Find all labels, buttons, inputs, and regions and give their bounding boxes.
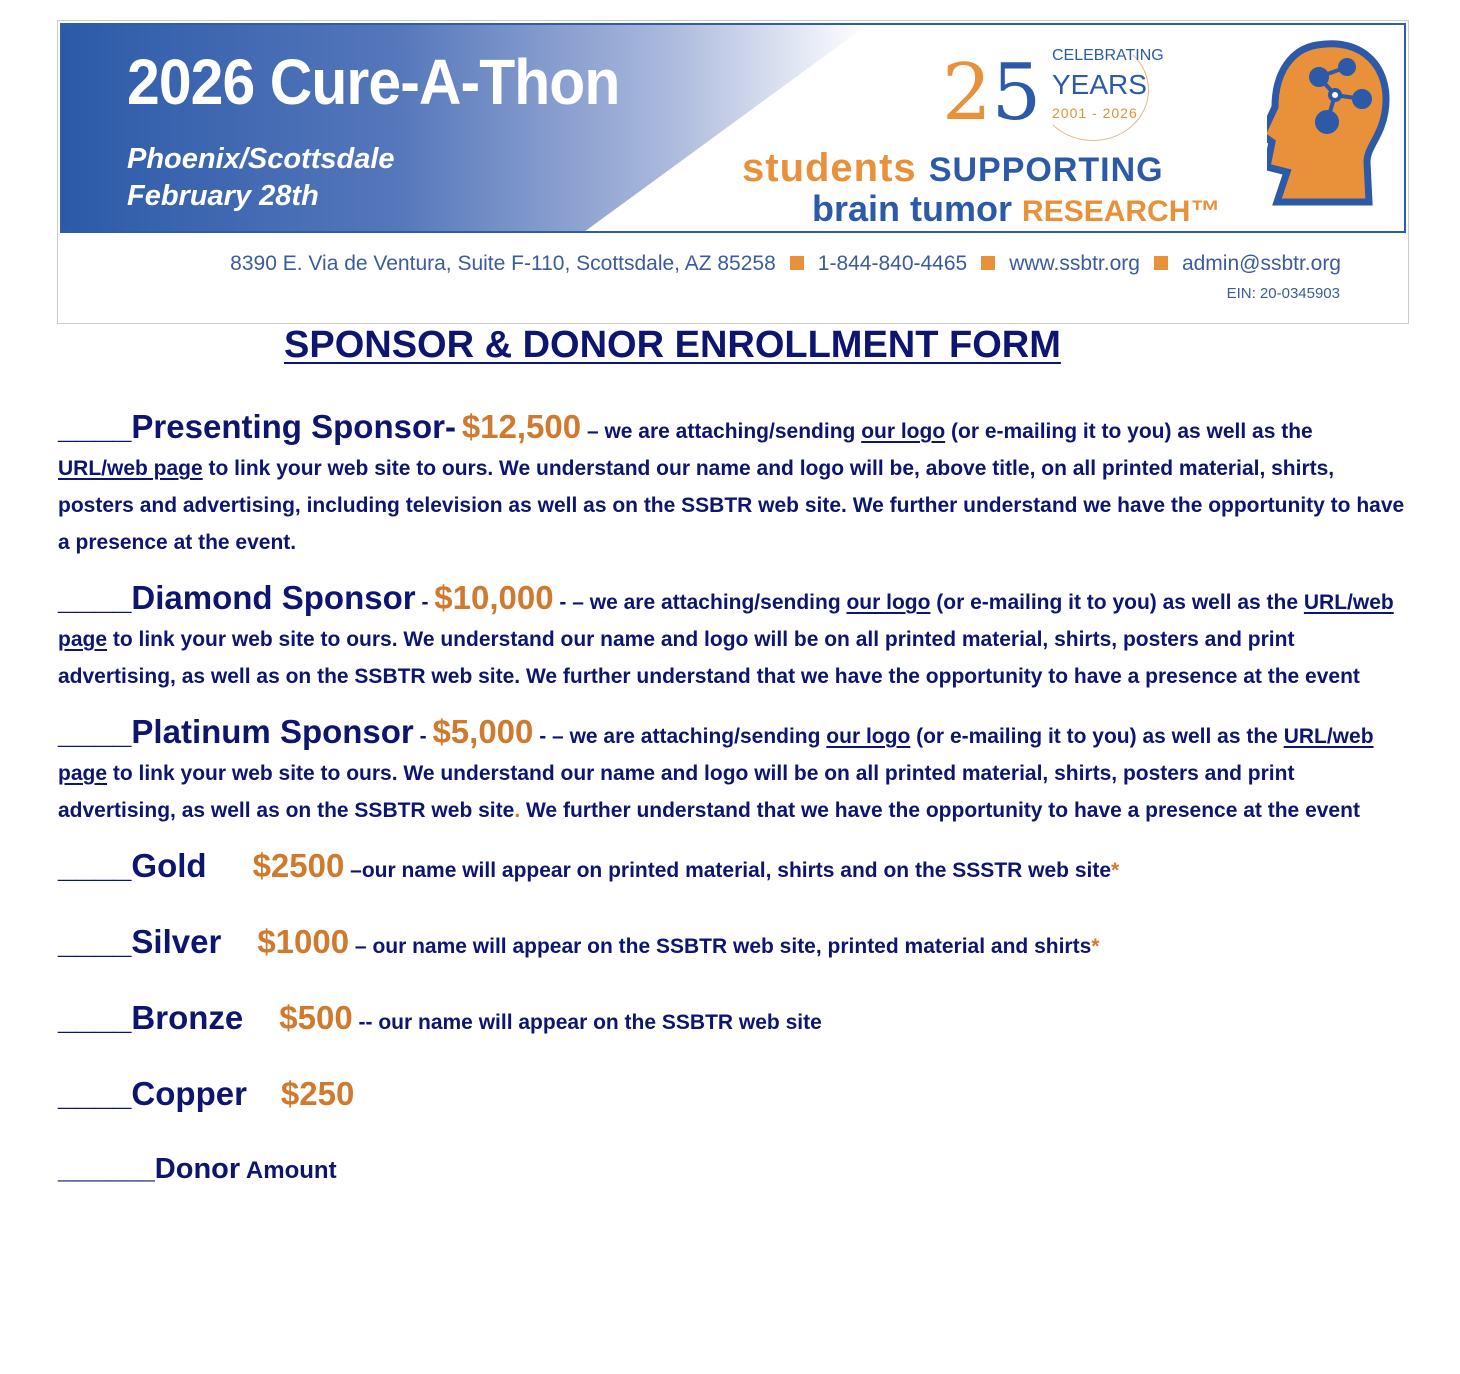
checkbox-blank[interactable]: ____ — [58, 408, 132, 445]
checkbox-blank[interactable]: ____ — [58, 1075, 132, 1112]
tier-desc: to link your web site to ours. We understand our name and logo will be on all printed material, shirts, posters and print advertising, as well as on the SSBTR web site — [58, 762, 1295, 822]
form-title: SPONSOR & DONOR ENROLLMENT FORM — [284, 324, 1061, 366]
tier-desc: - – we are attaching/sending — [553, 591, 847, 614]
tier-name: Platinum Sponsor — [131, 713, 414, 750]
tier-price: $12,500 — [461, 408, 582, 445]
tier-platinum — [58, 713, 1408, 829]
tier-name: Bronze — [131, 999, 244, 1036]
tier-desc: to link your web site to ours. We understand our name and logo will be, above title, on all printed material, shirts, posters and advertising, including television as well as on the SSBTR web site. We further understand we have the opportunity to have a presence at the event. — [58, 457, 1405, 554]
event-title: 2026 Cure-A-Thon — [127, 46, 620, 118]
tier-name: Donor — [154, 1153, 241, 1185]
banner — [60, 23, 1406, 233]
tier-price: $250 — [280, 1075, 355, 1112]
address: 8390 E. Via de Ventura, Suite F-110, Scottsdale, AZ 85258 — [230, 252, 776, 275]
tier-gold — [58, 847, 1408, 889]
tier-price: $500 — [279, 999, 353, 1036]
website-link[interactable]: www.ssbtr.org — [1009, 252, 1140, 275]
asterisk: * — [1091, 935, 1100, 958]
event-location: Phoenix/Scottsdale — [127, 143, 395, 175]
tier-desc: – we are attaching/sending — [581, 420, 862, 443]
contact-line — [58, 251, 1341, 277]
url-web-page: URL/web page — [58, 457, 203, 480]
our-logo: our logo — [826, 725, 911, 748]
tier-donor — [58, 1151, 1408, 1190]
tier-desc: - – we are attaching/sending — [533, 725, 827, 748]
years-label: YEARS — [1052, 69, 1147, 100]
tier-name: Copper — [131, 1075, 247, 1112]
tier-desc: -- our name will appear on the SSBTR web site — [352, 1011, 822, 1034]
tier-copper — [58, 1075, 1408, 1117]
tier-silver — [58, 923, 1408, 965]
separator: - — [415, 591, 435, 614]
brain-head-logo-icon — [1267, 37, 1392, 212]
ein: EIN: 20-0345903 — [1226, 285, 1340, 302]
checkbox-blank[interactable]: ____ — [58, 923, 132, 960]
tier-price: $2500 — [252, 847, 345, 884]
brand-line-1: students SUPPORTING — [742, 146, 1164, 190]
checkbox-blank[interactable]: ____ — [58, 847, 132, 884]
our-logo: our logo — [846, 591, 931, 614]
square-bullet-icon — [981, 256, 995, 270]
celebrating-label: CELEBRATING — [1052, 47, 1164, 64]
tier-list — [58, 408, 1408, 1224]
tier-bronze — [58, 999, 1408, 1041]
phone: 1-844-840-4465 — [817, 252, 968, 275]
email-link[interactable]: admin@ssbtr.org — [1181, 252, 1341, 275]
tier-desc: (or e-mailing it to you) as well as the — [930, 591, 1304, 614]
square-bullet-icon — [790, 256, 804, 270]
tier-name: Presenting Sponsor- — [131, 408, 456, 445]
url-web-page: URL/web page — [58, 725, 1374, 785]
separator: - — [413, 725, 433, 748]
tier-desc: –our name will appear on printed material, shirts and on the SSSTR web site — [344, 859, 1112, 882]
tier-price: $1000 — [257, 923, 350, 960]
tier-price: $10,000 — [434, 579, 554, 616]
tier-desc: to link your web site to ours. We understand our name and logo will be on all printed material, shirts, posters and print advertising, as well as on the SSBTR web site. We further understand that we have the opportunity to have a presence at the event — [58, 628, 1360, 688]
letterhead — [57, 20, 1409, 324]
tier-presenting — [58, 408, 1408, 561]
amount-blank[interactable]: ______ — [58, 1153, 155, 1185]
tier-name: Diamond Sponsor — [131, 579, 416, 616]
anniversary-number: 25 — [942, 48, 1042, 138]
checkbox-blank[interactable]: ____ — [58, 713, 132, 750]
brand-line-2: brain tumor RESEARCH™ — [812, 188, 1221, 229]
tier-desc: Amount — [240, 1157, 337, 1184]
url-web-page: URL/web page — [58, 591, 1394, 651]
asterisk: * — [1111, 859, 1120, 882]
tier-desc: We further understand that we have the opportunity to have a presence at the event — [520, 799, 1360, 822]
event-date: February 28th — [127, 180, 319, 212]
checkbox-blank[interactable]: ____ — [58, 579, 132, 616]
tier-desc: (or e-mailing it to you) as well as the — [910, 725, 1284, 748]
tier-desc: – our name will appear on the SSBTR web site, printed material and shirts — [349, 935, 1092, 958]
tier-name: Silver — [131, 923, 222, 960]
year-range: 2001 - 2026 — [1052, 105, 1138, 121]
tier-price: $5,000 — [432, 713, 534, 750]
tier-desc: (or e-mailing it to you) as well as the — [945, 420, 1313, 443]
orange-period: . — [514, 799, 521, 822]
tier-diamond — [58, 579, 1408, 695]
square-bullet-icon — [1154, 256, 1168, 270]
our-logo: our logo — [861, 420, 946, 443]
tier-name: Gold — [131, 847, 207, 884]
checkbox-blank[interactable]: ____ — [58, 999, 132, 1036]
